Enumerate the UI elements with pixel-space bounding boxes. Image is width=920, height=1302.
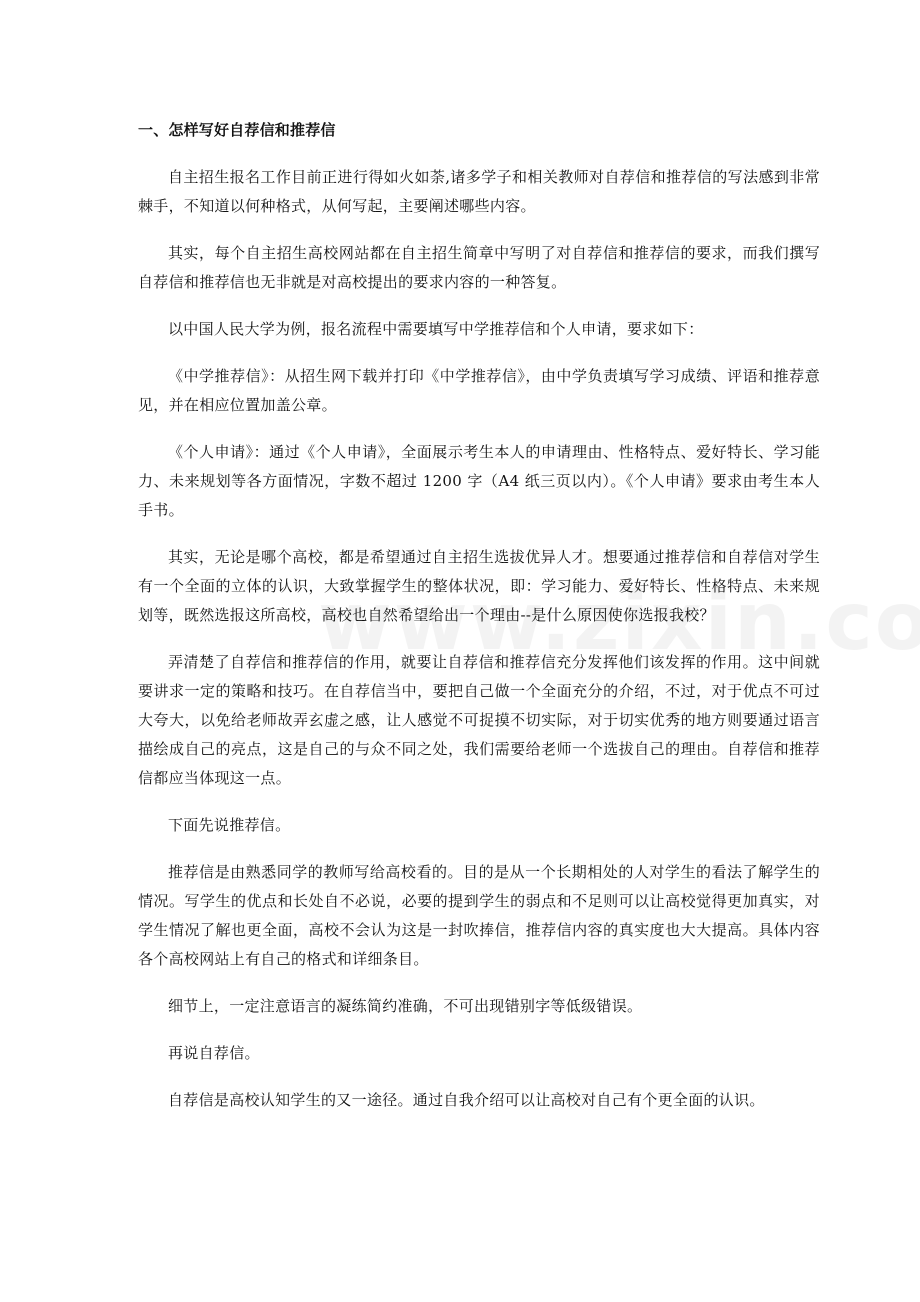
paragraph-purpose: 其实，无论是哪个高校，都是希望通过自主招生选拔优异人才。想要通过推荐信和自荐信对学生有一个全面的立体的认识，大致掌握学生的整体状况，即：学习能力、爱好特长、性格特点、未来规划等，既然选报这所高校，高校也自然希望给出一个理由--是什么原因使你选报我校？ — [138, 548, 820, 624]
paragraph-personal-application: 《个人申请》：通过《个人申请》，全面展示考生本人的申请理由、性格特点、爱好特长、学习能力、未来规划等各方面情况，字数不超过 1200 字（A4 纸三页以内）。《个人申请》要求由考生本人手书。 — [138, 443, 820, 519]
paragraph-requirements: 其实，每个自主招生高校网站都在自主招生简章中写明了对自荐信和推荐信的要求，而我们撰写自荐信和推荐信也无非就是对高校提出的要求内容的一种答复。 — [138, 244, 820, 291]
paragraph-self-detail: 自荐信是高校认知学生的又一途径。通过自我介绍可以让高校对自己有个更全面的认识。 — [168, 1091, 765, 1109]
section-heading: 一、怎样写好自荐信和推荐信 — [138, 121, 336, 139]
paragraph-recommendation-detail: 推荐信是由熟悉同学的教师写给高校看的。目的是从一个长期相处的人对学生的看法了解学生的情况。写学生的优点和长处自不必说，必要的提到学生的弱点和不足则可以让高校觉得更加真实，对学生情况了解也更全面，高校不会认为这是一封吹捧信，推荐信内容的真实度也大大提高。具体内容各个高校网站上有自己的格式和详细条目。 — [138, 863, 820, 968]
document-body — [138, 116, 820, 1133]
paragraph-recommendation-intro: 下面先说推荐信。 — [168, 816, 291, 834]
paragraph-intro: 自主招生报名工作目前正进行得如火如荼,诸多学子和相关教师对自荐信和推荐信的写法感到非常棘手，不知道以何种格式，从何写起，主要阐述哪些内容。 — [138, 168, 820, 215]
paragraph-school-letter: 《中学推荐信》：从招生网下载并打印《中学推荐信》，由中学负责填写学习成绩、评语和推荐意见，并在相应位置加盖公章。 — [138, 367, 820, 414]
paragraph-details: 细节上，一定注意语言的凝练简约准确，不可出现错别字等低级错误。 — [168, 997, 643, 1015]
paragraph-strategy: 弄清楚了自荐信和推荐信的作用，就要让自荐信和推荐信充分发挥他们该发挥的作用。这中间就要讲求一定的策略和技巧。在自荐信当中，要把自己做一个全面充分的介绍，不过，对于优点不可过大夸大，以免给老师故弄玄虚之感，让人感觉不可捉摸不切实际，对于切实优秀的地方则要通过语言描绘成自己的亮点，这是自己的与众不同之处，我们需要给老师一个选拔自己的理由。自荐信和推荐信都应当体现这一点。 — [138, 653, 820, 787]
paragraph-self-intro: 再说自荐信。 — [168, 1044, 260, 1062]
paragraph-example: 以中国人民大学为例，报名流程中需要填写中学推荐信和个人申请，要求如下： — [168, 320, 704, 338]
